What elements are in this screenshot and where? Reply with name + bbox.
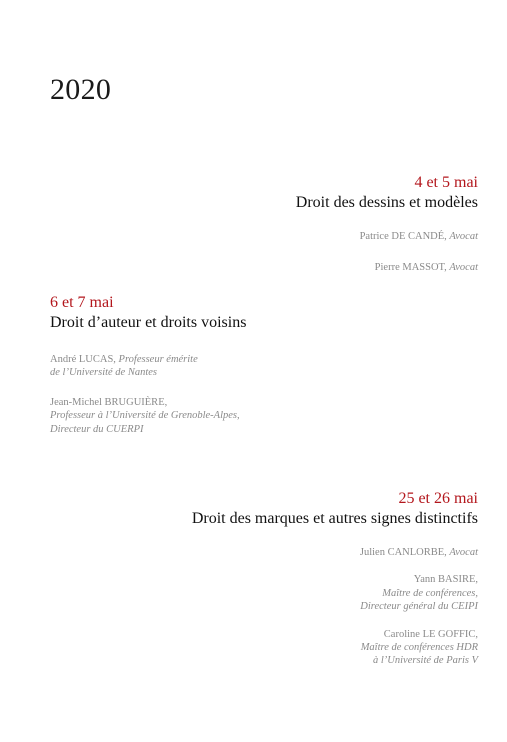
session-droit-marques bbox=[50, 489, 478, 682]
speaker-role: Professeur à l’Université de Grenoble-Alpes, bbox=[50, 410, 240, 422]
speaker-list bbox=[50, 353, 478, 436]
year-heading: 2020 bbox=[50, 73, 112, 106]
session-dessins-modeles bbox=[50, 173, 478, 293]
speaker-role-line: Directeur du CUERPI bbox=[50, 423, 144, 435]
speaker-name: Patrice DE CANDÉ, bbox=[359, 231, 450, 242]
session-date: 6 et 7 mai bbox=[50, 294, 114, 311]
speaker-role-line: de l’Université de Nantes bbox=[50, 367, 158, 379]
speaker-name: Yann BASIRE, bbox=[413, 574, 478, 586]
speaker-role: Avocat bbox=[449, 547, 478, 558]
speaker bbox=[50, 230, 478, 243]
speaker-role-line: à l’Université de Paris V bbox=[373, 655, 478, 667]
speaker-role: Professeur émérite bbox=[118, 354, 198, 365]
speaker-name: Julien CANLORBE, bbox=[359, 547, 450, 558]
speaker-role: Maître de conférences HDR bbox=[360, 642, 478, 654]
session-date: 4 et 5 mai bbox=[414, 174, 478, 191]
speaker bbox=[50, 396, 478, 436]
speaker-name: Jean-Michel BRUGUIÈRE, bbox=[50, 396, 168, 408]
session-title: Droit des dessins et modèles bbox=[295, 194, 478, 211]
speaker bbox=[50, 573, 478, 613]
session-droit-auteur bbox=[50, 293, 478, 452]
speaker bbox=[50, 546, 478, 559]
speaker-name: André LUCAS, bbox=[50, 354, 119, 365]
speaker-list bbox=[50, 230, 478, 275]
session-date: 25 et 26 mai bbox=[398, 490, 478, 507]
session-title: Droit d’auteur et droits voisins bbox=[50, 314, 247, 331]
speaker-role: Maître de conférences, bbox=[382, 587, 478, 599]
speaker bbox=[50, 261, 478, 274]
speaker-name: Pierre MASSOT, bbox=[374, 262, 450, 274]
speaker-role-line: Directeur général du CEIPI bbox=[360, 601, 478, 613]
session-title: Droit des marques et autres signes distinctifs bbox=[191, 510, 478, 527]
speaker-name: Caroline LE GOFFIC, bbox=[383, 628, 478, 640]
speaker-role: Avocat bbox=[449, 231, 478, 242]
speaker-role: Avocat bbox=[449, 262, 478, 274]
speaker-list bbox=[50, 546, 478, 668]
speaker bbox=[50, 353, 478, 380]
speaker bbox=[50, 628, 478, 668]
